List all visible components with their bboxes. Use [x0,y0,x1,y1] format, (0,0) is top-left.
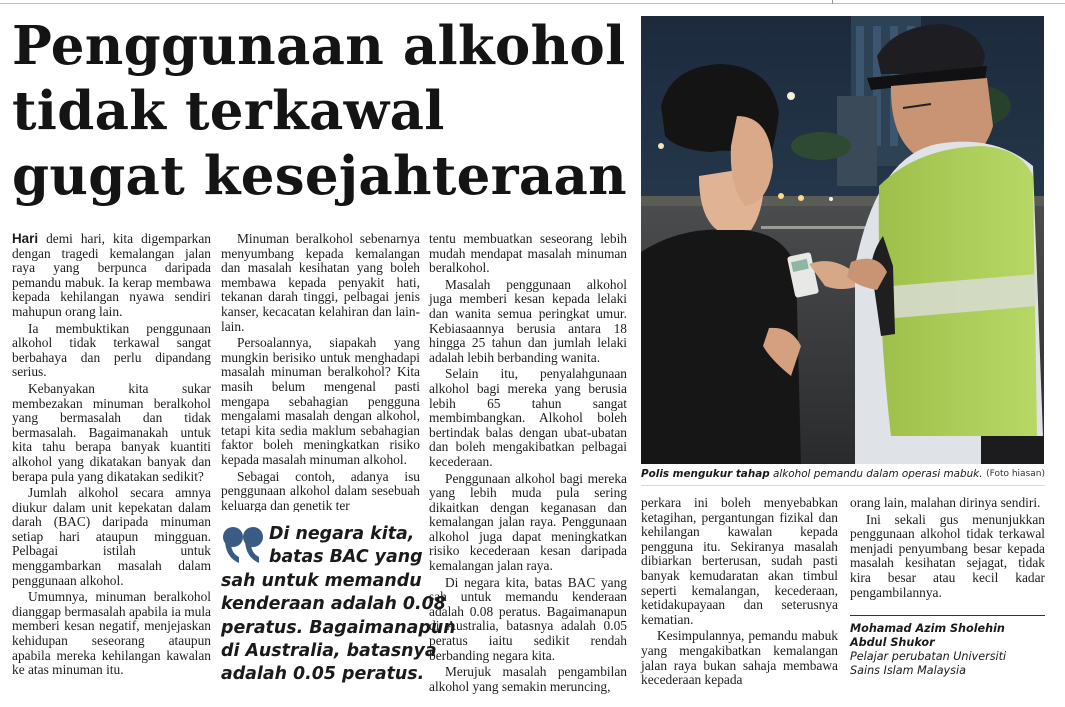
photo-caption [641,468,1045,480]
pull-quote [221,523,456,687]
headline-line: Penggunaan alkohol [12,15,626,77]
article-paragraph [12,232,211,320]
article-paragraph: Ini sekali gus menunjukkan penggunaan alkohol tidak terkawal menjadi penyumbang besar kepada masalah kesihatan sejagat, tidak kira besar atau kecil kadar pengambilannya. [850,511,1045,600]
byline [850,622,1045,678]
author-name: Mohamad Azim Sholehin [850,622,1005,635]
pull-quote-line: di Australia, batasnya [221,641,437,662]
article-column-1 [12,232,211,680]
article-paragraph: Masalah penggunaan alkohol juga memberi kesan kepada lelaki dan wanita semua peringkat umur. Kebiasaannya berusia antara 18 hingga 25 tahun dan jumlah lelaki adalah lebih berbanding wanita. [429,276,627,365]
pull-quote-line: kenderaan adalah 0.08 [221,594,446,615]
article-paragraph: Di negara kita, batas BAC yang sah untuk memandu kenderaan adalah 0.08 peratus. Bagaimanapun di Australia, batasnya adalah 0.05 peratus iaitu sedikit rendah berbanding negara kita. [429,574,627,663]
caption-bold: Polis mengukur tahap [641,468,770,480]
pull-quote-line: Di negara kita, [269,524,415,544]
article-paragraph: Penggunaan alkohol bagi mereka yang lebih muda pula sering dikaitkan dengan keganasan dan kemalangan jalan raya. Penggunaan alkohol juga dapat meningkatkan risiko kecederaan kesan daripada kemalangan jalan raya. [429,470,627,574]
article-paragraph: Merujuk masalah pengambilan alkohol yang semakin meruncing, [429,664,627,694]
article-paragraph: Minuman beralkohol sebenarnya menyumbang kepada kemalangan dan masalah kesihatan yang boleh membawa kepada penyakit hati, tekanan darah tinggi, pelbagai jenis kanser, kecacatan kelahiran dan lain-lain. [221,232,420,334]
top-rule [0,3,1065,4]
article-column-4 [641,496,838,690]
article-paragraph: Umumnya, minuman beralkohol dianggap bermasalah apabila ia mula memberi kesan negatif, menjejaskan kehidupan seseorang ataupun apabila mereka kehilangan kawalan ke atas minuman itu. [12,589,211,678]
byline-rule [850,615,1045,616]
photo-illustration [641,16,1044,464]
article-column-3 [429,232,627,696]
article-paragraph: Jumlah alkohol secara amnya diukur dalam unit kepekatan dalam darah (BAC) daripada minuman setiap hari ataupun mingguan. Pelbagai istilah untuk menggambarkan masalah dalam penggunaan alkohol. [12,485,211,588]
headline-line: gugat kesejahteraan [12,145,628,207]
article-paragraph: Selain itu, penyalahgunaan alkohol bagi mereka yang berusia lebih 65 tahun sangat membimbangkan. Alkohol boleh bertindak balas dengan ubat-ubatan dan boleh mengakibatkan pelbagai kecederaan. [429,366,627,469]
author-affiliation: Sains Islam Malaysia [850,664,966,677]
photo-credit: (Foto hiasan) [986,469,1045,479]
author-affiliation: Pelajar perubatan Universiti [850,650,1007,663]
article-paragraph: tentu membuatkan seseorang lebih mudah mendapat masalah minuman beralkohol. [429,231,627,276]
article-paragraph: Ia membuktikan penggunaan alkohol tidak terkawal sangat berbahaya dan perlu dipandang serius. [12,320,211,380]
article-paragraph: Kebanyakan kita sukar membezakan minuman beralkohol yang bermasalah dan tidak bermasalah. Bagaimanakah untuk kita tahu berapa banyak kuantiti alkohol yang dikatakan banyak dan berapa pula yang dikatakan sedikit? [12,380,211,484]
headline-line: tidak terkawal [12,80,445,142]
pull-quote-line: peratus. Bagaimanapun [221,617,456,638]
article-paragraph: perkara ini boleh menyebabkan ketagihan, pergantungan fizikal dan kehilangan kawalan kepada pengguna itu. Sekiranya masalah dibiarkan berterusan, sudah pasti banyak kemudaratan akan timbul seperti kemalangan, kecederaan, ketidakupayaan dan seterusnya kematian. [641,495,838,627]
caption-text: alkohol pemandu dalam operasi mabuk. [769,468,983,480]
article-paragraph: orang lain, malahan dirinya sendiri. [850,495,1041,510]
article-paragraph: Sebagai contoh, adanya isu penggunaan alkohol dalam sesebuah keluarga dan genetik ter [221,468,420,512]
pull-quote-line: sah untuk memandu [221,570,422,591]
caption-rule [641,485,1045,486]
headline [12,14,637,209]
author-name: Abdul Shukor [850,636,935,649]
quote-icon [221,523,267,567]
lead-word: Hari [12,231,39,246]
article-paragraph: Persoalannya, siapakah yang mungkin berisiko untuk menghadapi masalah minuman beralkohol? Kita masih belum mengenal pasti mengapa sebahagian pengguna mengalami masalah dengan alkohol, tetapi kita sedia maklum sebahagian faktor boleh meningkatkan risiko kepada masalah minuman alkohol. [221,335,420,467]
article-photo [641,16,1044,464]
article-column-2 [221,232,420,512]
article-paragraph: Kesimpulannya, pemandu mabuk yang mengakibatkan kemalangan jalan raya bukan sahaja membawa kecederaan kepada [641,628,838,688]
pull-quote-line: adalah 0.05 peratus. [221,664,425,685]
pull-quote-line: batas BAC yang [269,547,423,568]
top-tick [832,0,833,4]
paragraph-text: demi hari, kita digemparkan dengan tragedi kemalangan jalan raya yang berpunca daripada pemandu mabuk. Ia kerap membawa kepada kehilangan nyawa sendiri mahupun orang lain. [12,231,211,319]
article-column-5 [850,496,1045,602]
